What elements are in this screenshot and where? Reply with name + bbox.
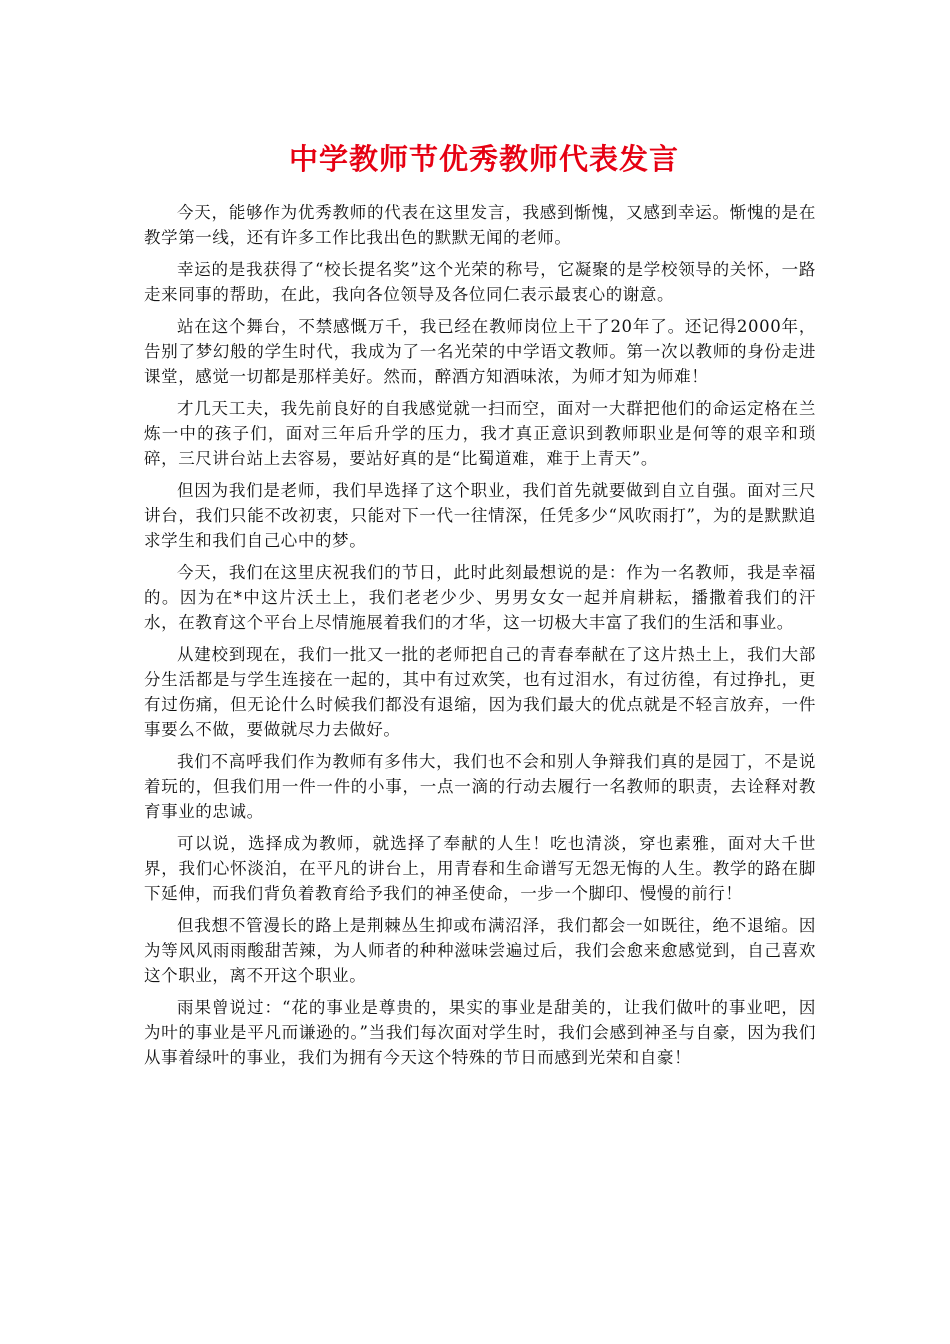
paragraph-3: 站在这个舞台，不禁感慨万千，我已经在教师岗位上干了20年了。还记得2000年，告别了梦幻般的学生时代，我成为了一名光荣的中学语文教师。第一次以教师的身份走进课堂，感觉一切都是那样美好。然而，醉酒方知酒味浓，为师才知为师难！ [144, 317, 816, 386]
paragraph-5: 但因为我们是老师，我们早选择了这个职业，我们首先就要做到自立自强。面对三尺讲台，我们只能不改初衷，只能对下一代一往情深，任凭多少“风吹雨打”，为的是默默追求学生和我们自己心中的梦。 [144, 481, 816, 550]
paragraph-8: 我们不高呼我们作为教师有多伟大，我们也不会和别人争辩我们真的是园丁，不是说着玩的，但我们用一件一件的小事，一点一滴的行动去履行一名教师的职责，去诠释对教育事业的忠诚。 [144, 752, 816, 821]
paragraph-6: 今天，我们在这里庆祝我们的节日，此时此刻最想说的是：作为一名教师，我是幸福的。因为在*中这片沃土上，我们老老少少、男男女女一起并肩耕耘，播撒着我们的汗水，在教育这个平台上尽情施展着我们的才华，这一切极大丰富了我们的生活和事业。 [144, 563, 816, 632]
document-title: 中学教师节优秀教师代表发言 [288, 142, 679, 176]
paragraph-9: 可以说，选择成为教师，就选择了奉献的人生！吃也清淡，穿也素雅，面对大千世界，我们心怀淡泊，在平凡的讲台上，用青春和生命谱写无怨无悔的人生。教学的路在脚下延伸，而我们背负着教育给予我们的神圣使命，一步一个脚印、慢慢的前行！ [144, 834, 816, 903]
paragraph-2: 幸运的是我获得了“校长提名奖”这个光荣的称号，它凝聚的是学校领导的关怀，一路走来同事的帮助，在此，我向各位领导及各位同仁表示最衷心的谢意。 [144, 260, 816, 304]
paragraph-10: 但我想不管漫长的路上是荆棘丛生抑或布满沼泽，我们都会一如既往，绝不退缩。因为等风风雨雨酸甜苦辣，为人师者的种种滋味尝遍过后，我们会愈来愈感觉到，自己喜欢这个职业，离不开这个职业。 [144, 916, 816, 985]
paragraph-11: 雨果曾说过：“花的事业是尊贵的，果实的事业是甜美的，让我们做叶的事业吧，因为叶的事业是平凡而谦逊的。”当我们每次面对学生时，我们会感到神圣与自豪，因为我们从事着绿叶的事业，我们为拥有今天这个特殊的节日而感到光荣和自豪！ [144, 998, 816, 1067]
document-page [144, 138, 816, 1077]
paragraph-7: 从建校到现在，我们一批又一批的老师把自己的青春奉献在了这片热土上，我们大部分生活都是与学生连接在一起的，其中有过欢笑，也有过泪水，有过彷徨，有过挣扎，更有过伤痛，但无论什么时候我们都没有退缩，因为我们最大的优点就是不轻言放弃，一件事要么不做，要做就尽力去做好。 [144, 645, 816, 739]
paragraph-1: 今天，能够作为优秀教师的代表在这里发言，我感到惭愧，又感到幸运。惭愧的是在教学第一线，还有许多工作比我出色的默默无闻的老师。 [144, 203, 816, 247]
paragraph-4: 才几天工夫，我先前良好的自我感觉就一扫而空，面对一大群把他们的命运定格在兰炼一中的孩子们，面对三年后升学的压力，我才真正意识到教师职业是何等的艰辛和琐碎，三尺讲台站上去容易，要站好真的是“比蜀道难，难于上青天”。 [144, 399, 816, 468]
document-body [144, 200, 816, 1070]
